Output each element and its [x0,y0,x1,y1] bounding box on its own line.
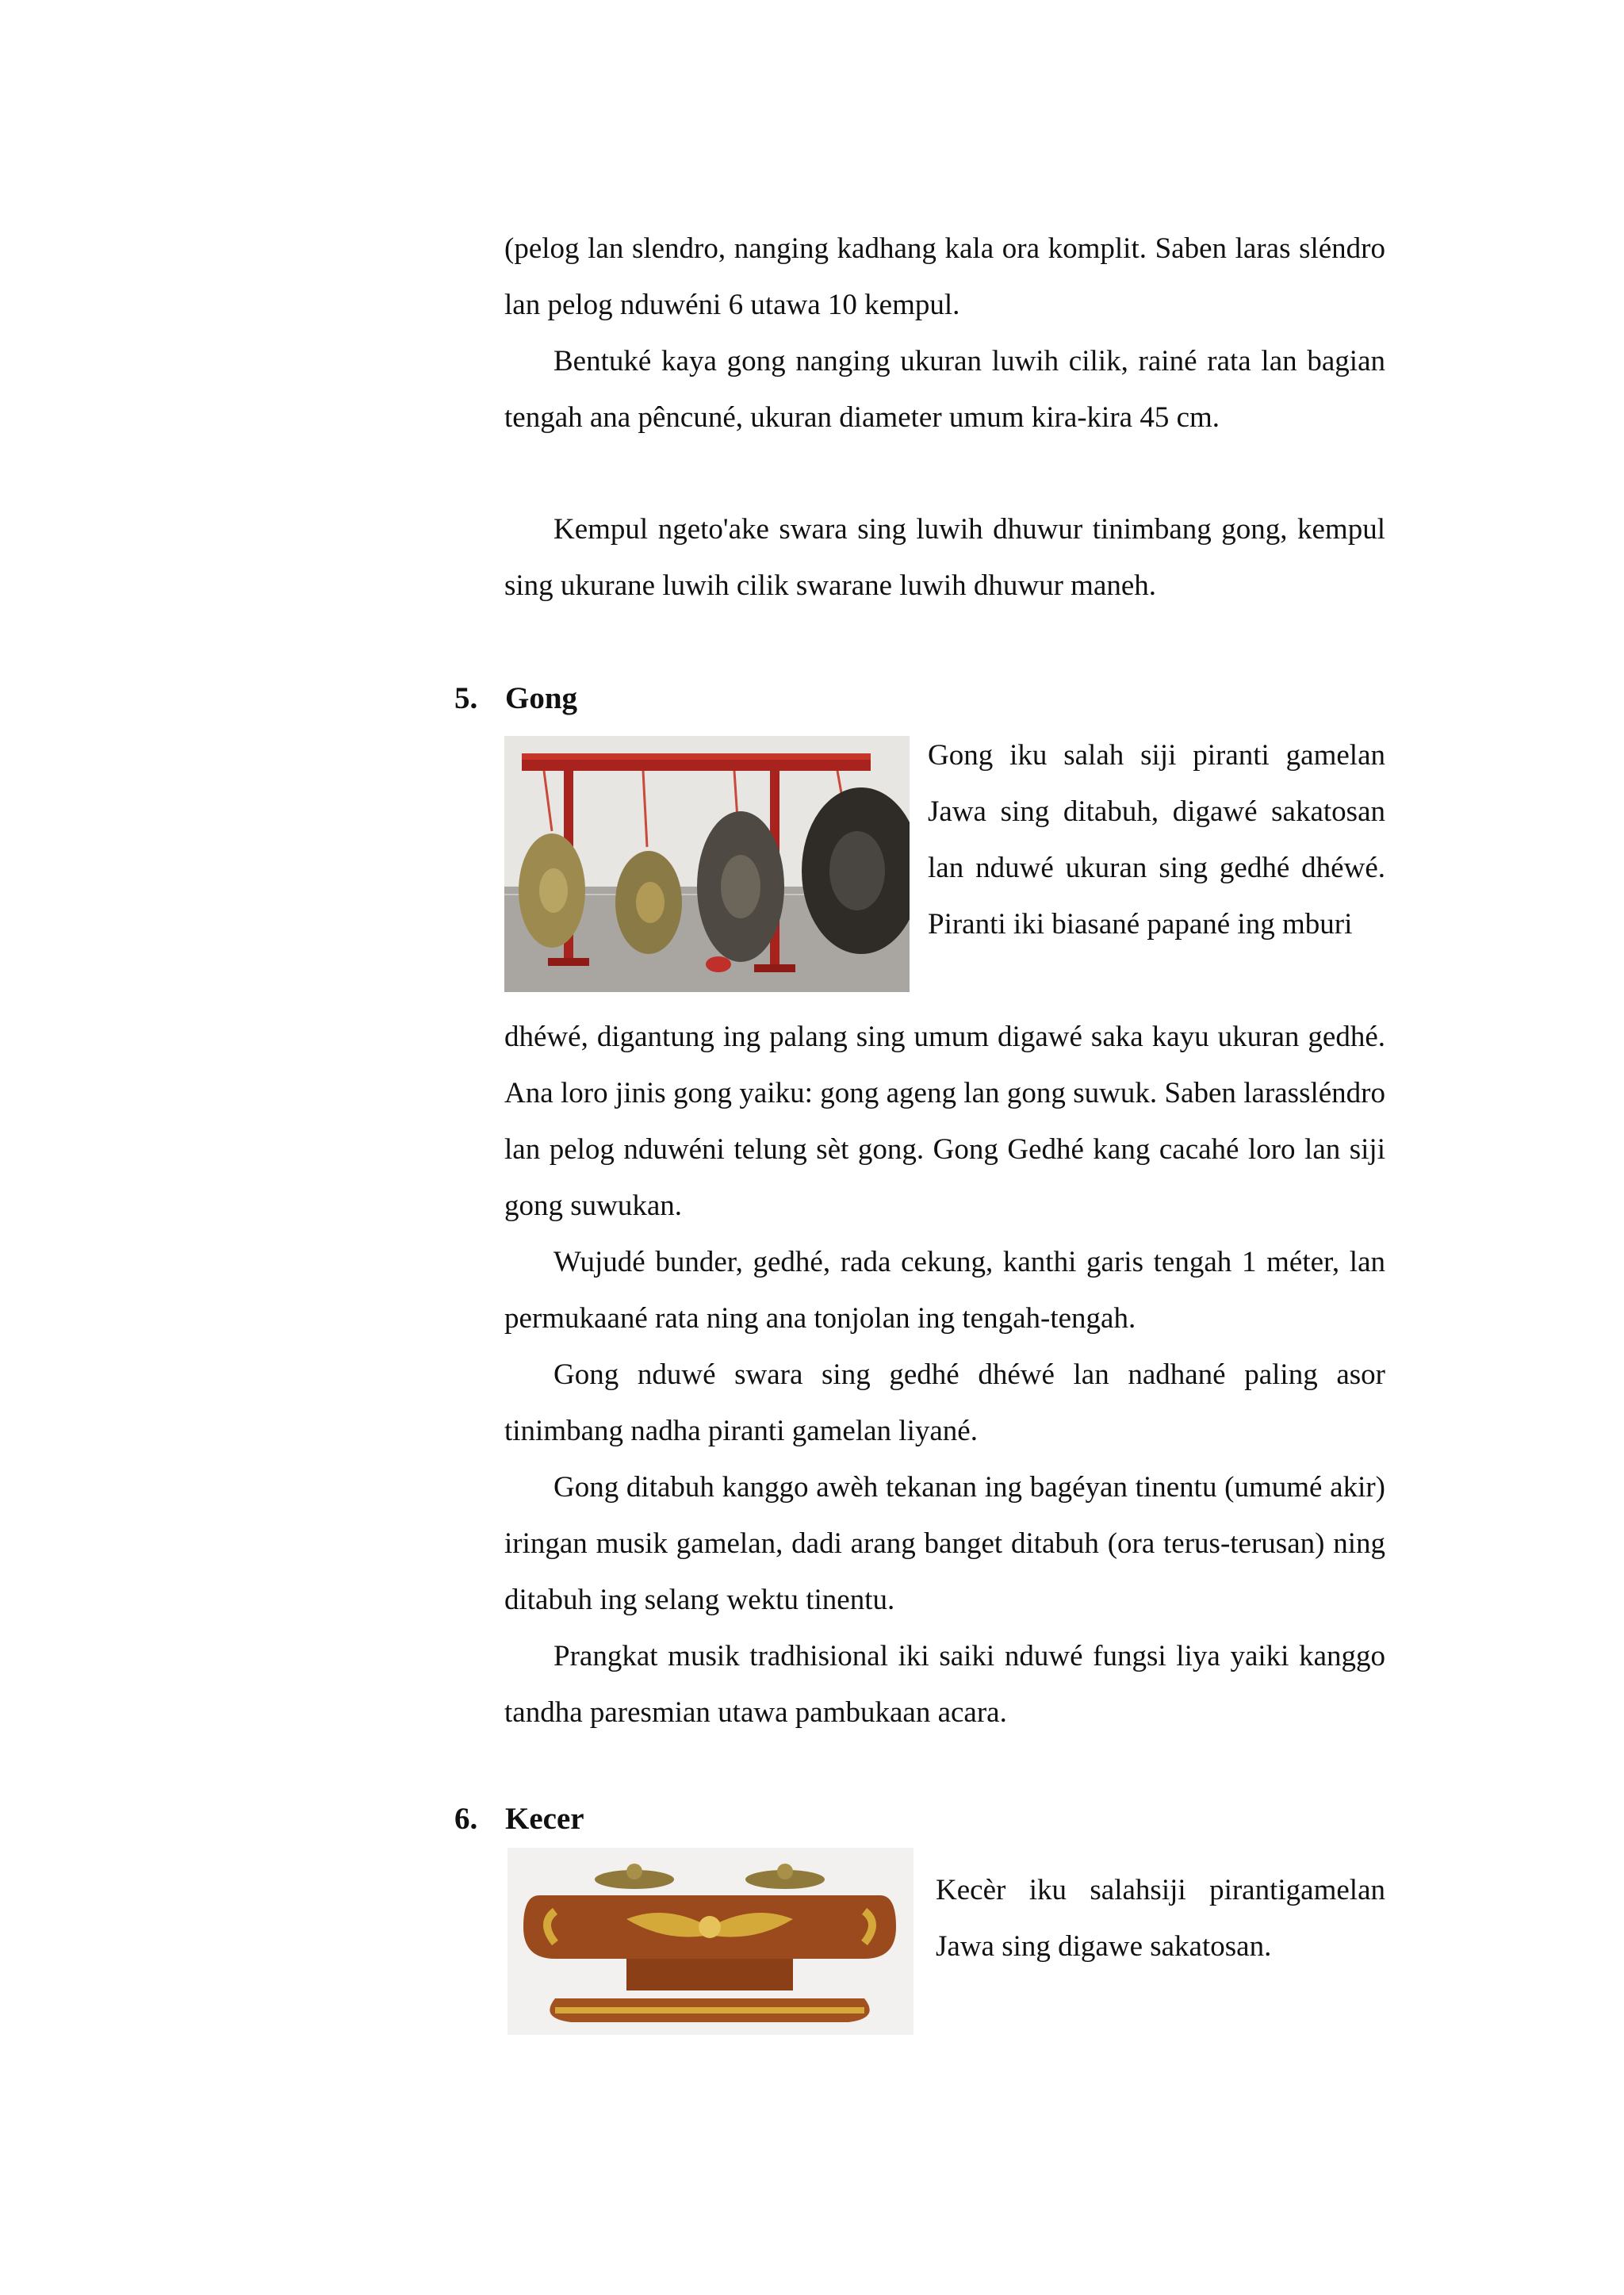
kecer-illustration [508,1848,914,2035]
kecer-photo [508,1848,914,2035]
section-number: 5. [454,681,478,715]
paragraph-gong-usage: Gong ditabuh kanggo awèh tekanan ing bagéyan tinentu (umumé akir) iringan musik gamelan, dadi arang banget ditabuh (ora terus-terusan) ning ditabuh ing selang wektu tinentu. [504,1471,1385,1616]
gong-illustration [504,736,910,992]
section-title: Kecer [505,1802,584,1836]
paragraph-gong-continuation: dhéwé, digantung ing palang sing umum digawé saka kayu ukuran gedhé. Ana loro jinis gong yaiku: gong ageng lan gong suwuk. Saben larassléndro lan pelog nduwéni telung sèt gong. Gong Gedhé kang cacahé loro lan siji gong suwukan. [504,1021,1385,1222]
paragraph-gong-shape: Wujudé bunder, gedhé, rada cekung, kanthi garis tengah 1 méter, lan permukaané rata ning ana tonjolan ing tengah-tengah. [504,1246,1385,1335]
gong-photo [504,736,910,992]
section-heading-gong [454,670,577,726]
paragraph-kempul-laras: (pelog lan slendro, nanging kadhang kala ora komplit. Saben laras sléndro lan pelog nduwéni 6 utawa 10 kempul. [504,232,1385,321]
section-title: Gong [505,681,578,715]
section-number: 6. [454,1802,478,1836]
section-heading-kecer [454,1791,584,1847]
kecer-side-text: Kecèr iku salahsiji pirantigamelan Jawa sing digawe sakatosan. [936,1874,1385,1963]
gong-side-text: Gong iku salah siji piranti gamelan Jawa sing ditabuh, digawé sakatosan lan nduwé ukuran sing gedhé dhéwé. Piranti iki biasané papané ing mburi [928,739,1385,941]
paragraph-kempul-sound: Kempul ngeto'ake swara sing luwih dhuwur tinimbang gong, kempul sing ukurane luwih cilik swarane luwih dhuwur maneh. [504,513,1385,602]
paragraph-kempul-shape: Bentuké kaya gong nanging ukuran luwih cilik, rainé rata lan bagian tengah ana pêncuné, ukuran diameter umum kira-kira 45 cm. [504,345,1385,434]
paragraph-gong-function: Prangkat musik tradhisional iki saiki nduwé fungsi liya yaiki kanggo tandha paresmian utawa pambukaan acara. [504,1640,1385,1729]
paragraph-gong-sound: Gong nduwé swara sing gedhé dhéwé lan nadhané paling asor tinimbang nadha piranti gamelan liyané. [504,1358,1385,1447]
